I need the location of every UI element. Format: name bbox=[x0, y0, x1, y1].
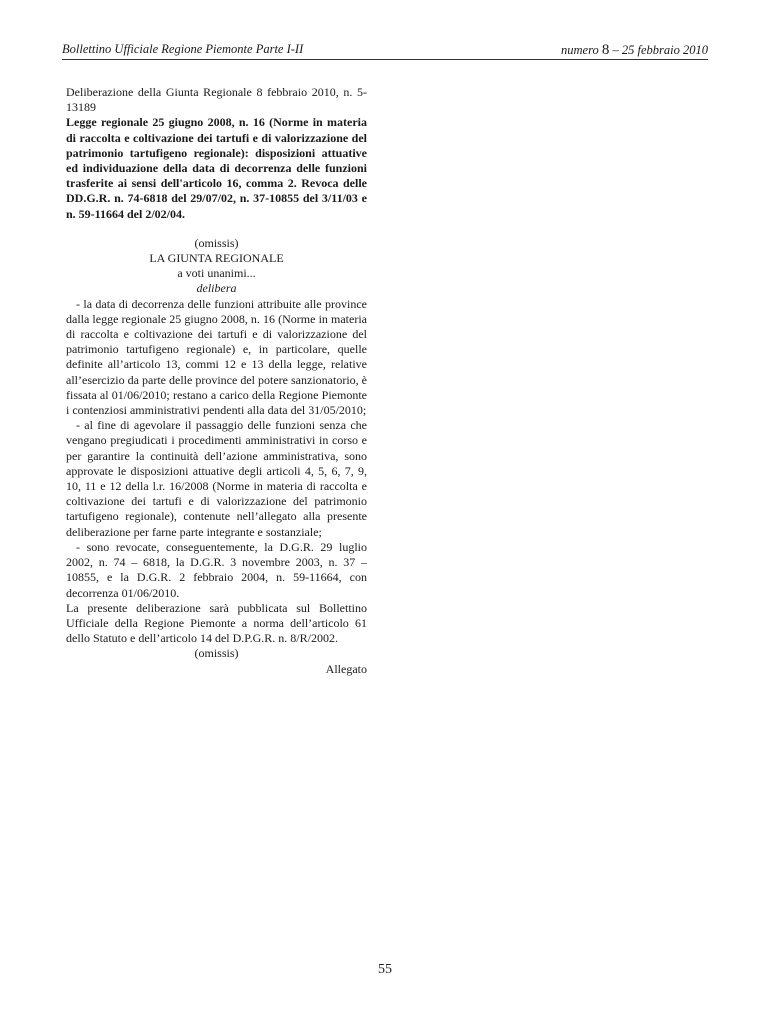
paragraph-revoca: - sono revocate, conseguentemente, la D.G.R. 29 luglio 2002, n. 74 – 6818, la D.G.R. 3 novembre 2003, n. 37 – 10855, e la D.G.R. 2 febbraio 2004, n. 59-11664, con decorrenza 01/06/2010. bbox=[66, 539, 367, 600]
issue-info bbox=[561, 42, 708, 59]
body-heading: LA GIUNTA REGIONALE bbox=[149, 251, 284, 266]
voting-note: a voti unanimi... bbox=[177, 266, 256, 281]
paragraph-decorrenza: - la data di decorrenza delle funzioni attribuite alle province dalla legge regionale 25 giugno 2008, n. 16 (Norme in materia di raccolta e coltivazione dei tartufi e di valorizzazione del patrimonio tartufigeno regionale) e, in particolare, quelle definite all’articolo 13, commi 12 e 13 della legge, relative all’esercizio da parte delle province del potere sanzionatorio, è fissata al 01/06/2010; restano a carico della Regione Piemonte i contenziosi amministrativi pendenti alla data del 31/05/2010; bbox=[66, 296, 367, 418]
document-column bbox=[66, 85, 367, 677]
omissis-top: (omissis) bbox=[194, 235, 239, 250]
delibera-heading: delibera bbox=[196, 281, 237, 296]
issue-number: 8 bbox=[601, 42, 610, 58]
issue-date: – 25 febbraio 2010 bbox=[609, 43, 708, 57]
deliberation-title: Legge regionale 25 giugno 2008, n. 16 (Norme in materia di raccolta e coltivazione dei tartufi e di valorizzazione del patrimonio tartufigeno regionale): disposizioni attuative ed individuazione della data di decorrenza delle funzioni trasferite ai sensi dell'articolo 16, comma 2. Revoca delle DD.G.R. n. 74-6818 del 29/07/02, n. 37-10855 del 3/11/03 e n. 59-11664 del 2/02/04. bbox=[66, 115, 367, 221]
page-number: 55 bbox=[378, 962, 392, 977]
paragraph-pubblicazione: La presente deliberazione sarà pubblicata sul Bollettino Ufficiale della Regione Piemonte a norma dell’articolo 61 dello Statuto e dell’articolo 14 del D.P.G.R. n. 8/R/2002. bbox=[66, 600, 367, 646]
spacer bbox=[66, 222, 367, 236]
header-divider bbox=[62, 59, 708, 60]
attachment-label: Allegato bbox=[325, 661, 367, 676]
publication-title: Bollettino Ufficiale Regione Piemonte Parte I-II bbox=[62, 42, 304, 56]
paragraph-disposizioni: - al fine di agevolare il passaggio delle funzioni senza che vengano pregiudicati i procedimenti amministrativi in corso e per garantire la continuità dell’azione amministrativa, sono approvate le disposizioni attuative degli articoli 4, 5, 6, 7, 9, 10, 11 e 12 della l.r. 16/2008 (Norme in materia di raccolta e coltivazione dei tartufi e di valorizzazione del patrimonio tartufigeno regionale), contenute nell’allegato alla presente deliberazione per farne parte integrante e sostanziale; bbox=[66, 418, 367, 539]
omissis-bottom: (omissis) bbox=[194, 646, 239, 661]
issue-prefix: numero bbox=[561, 43, 602, 57]
deliberation-intro: Deliberazione della Giunta Regionale 8 febbraio 2010, n. 5-13189 bbox=[66, 85, 367, 115]
page-header bbox=[62, 40, 708, 60]
